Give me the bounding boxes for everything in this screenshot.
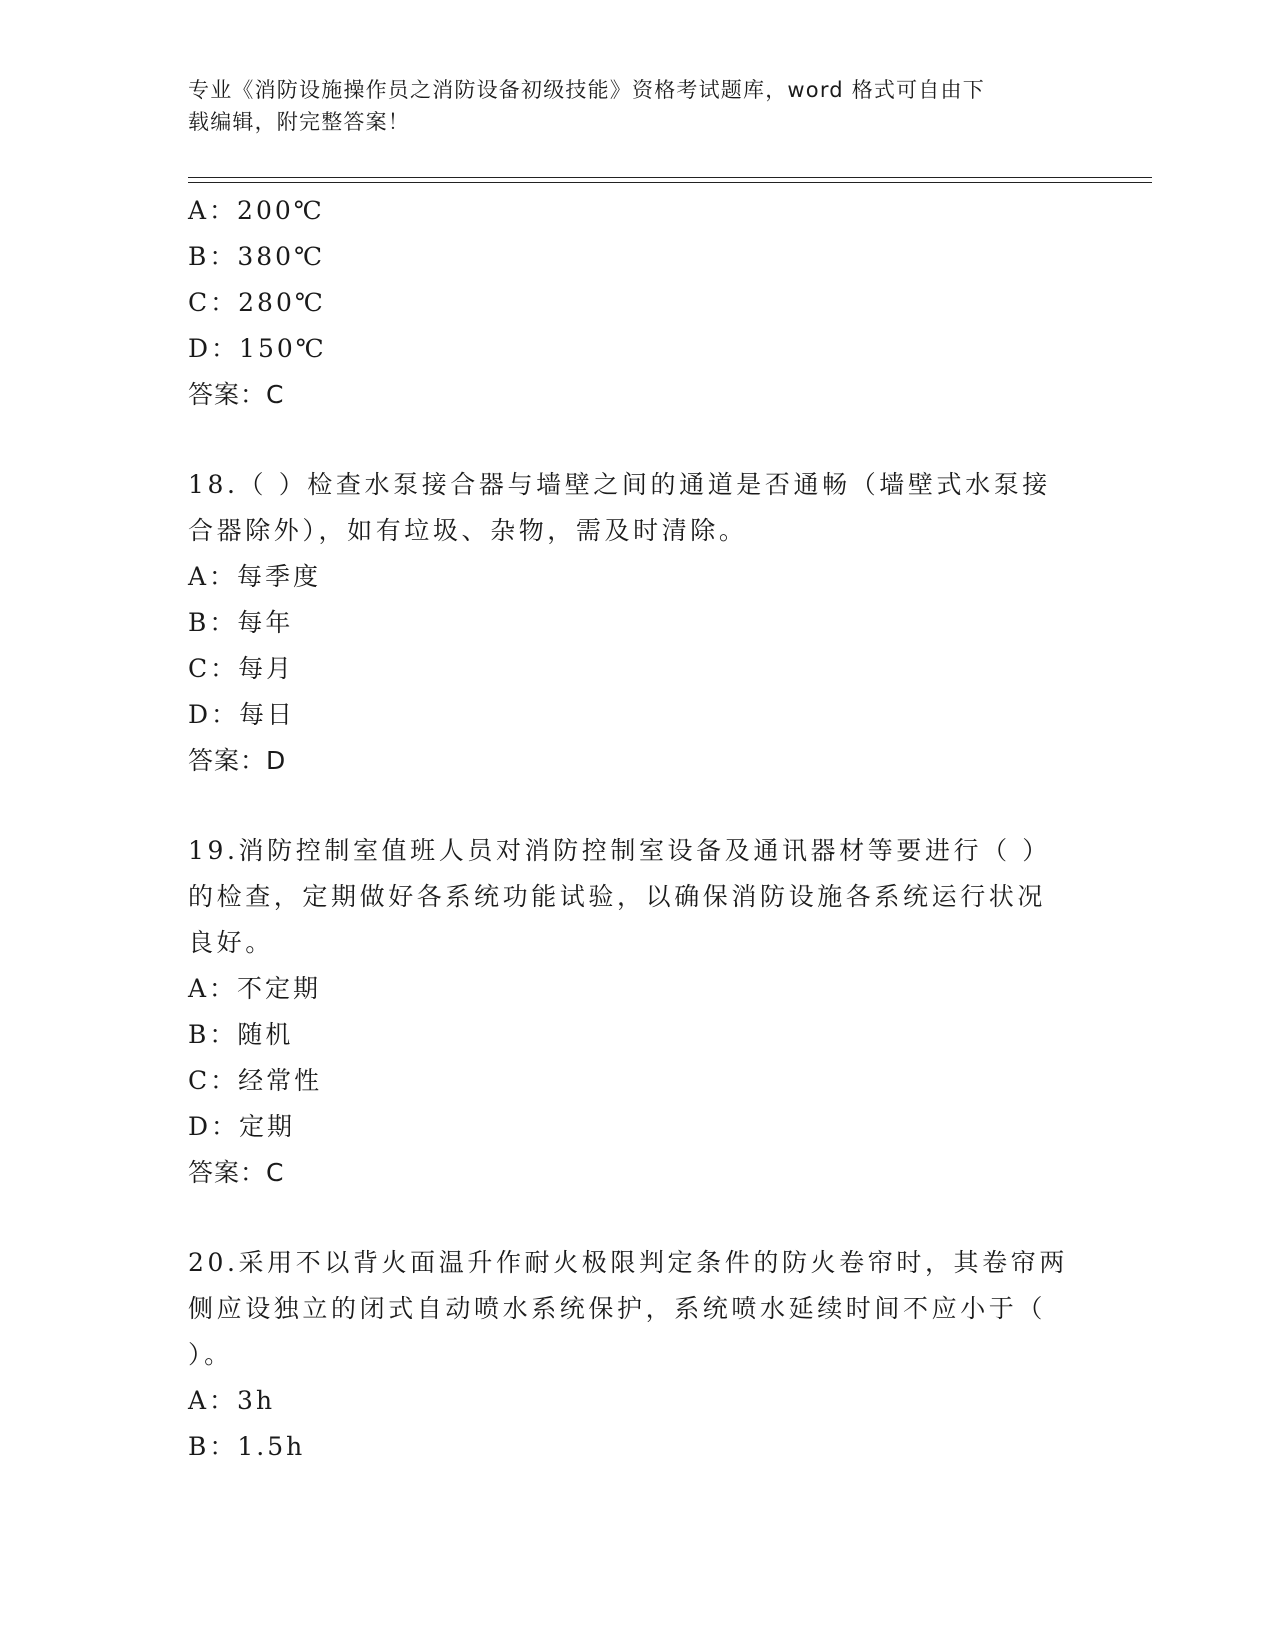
question-text-line-3: 良好。 [188,928,274,957]
option-a: A：不定期 [188,974,322,1003]
option-a: A：每季度 [188,562,322,591]
question-text-line-1: 20.采用不以背火面温升作耐火极限判定条件的防火卷帘时，其卷帘两 [188,1248,1068,1277]
header-rule-top [188,177,1152,178]
option-c: C：每月 [188,654,295,683]
option-d: D：定期 [188,1112,296,1141]
option-c: C：280℃ [188,288,326,317]
question-text-line-3: ）。 [188,1340,233,1369]
option-b: B：每年 [188,608,294,637]
question-17 [188,188,1088,418]
header-line-2: 载编辑，附完整答案！ [188,110,410,134]
answer: 答案：C [188,1158,285,1187]
option-a: A：200℃ [188,196,325,225]
option-c: C：经常性 [188,1066,323,1095]
option-b: B：1.5h [188,1432,306,1461]
question-list [188,188,1088,1470]
question-20 [188,1240,1088,1470]
question-text-line-2: 侧应设独立的闭式自动喷水系统保护，系统喷水延续时间不应小于（ [188,1294,1047,1323]
question-18 [188,462,1088,784]
header-rule-bottom [188,182,1152,183]
document-header [188,74,1068,138]
answer: 答案：C [188,380,285,409]
option-d: D：每日 [188,700,296,729]
option-d: D：150℃ [188,334,327,363]
question-text-line-1: 18.（ ）检查水泵接合器与墙壁之间的通道是否通畅（墙壁式水泵接 [188,470,1051,499]
header-line-1: 专业《消防设施操作员之消防设备初级技能》资格考试题库，word 格式可自由下 [188,78,985,102]
question-19 [188,828,1088,1196]
answer: 答案：D [188,746,287,775]
option-b: B：随机 [188,1020,294,1049]
option-b: B：380℃ [188,242,326,271]
question-text-line-1: 19.消防控制室值班人员对消防控制室设备及通讯器材等要进行（ ） [188,836,1051,865]
option-a: A：3h [188,1386,276,1415]
question-text-line-2: 的检查，定期做好各系统功能试验，以确保消防设施各系统运行状况 [188,882,1047,911]
question-text-line-2: 合器除外），如有垃圾、杂物，需及时清除。 [188,516,748,545]
